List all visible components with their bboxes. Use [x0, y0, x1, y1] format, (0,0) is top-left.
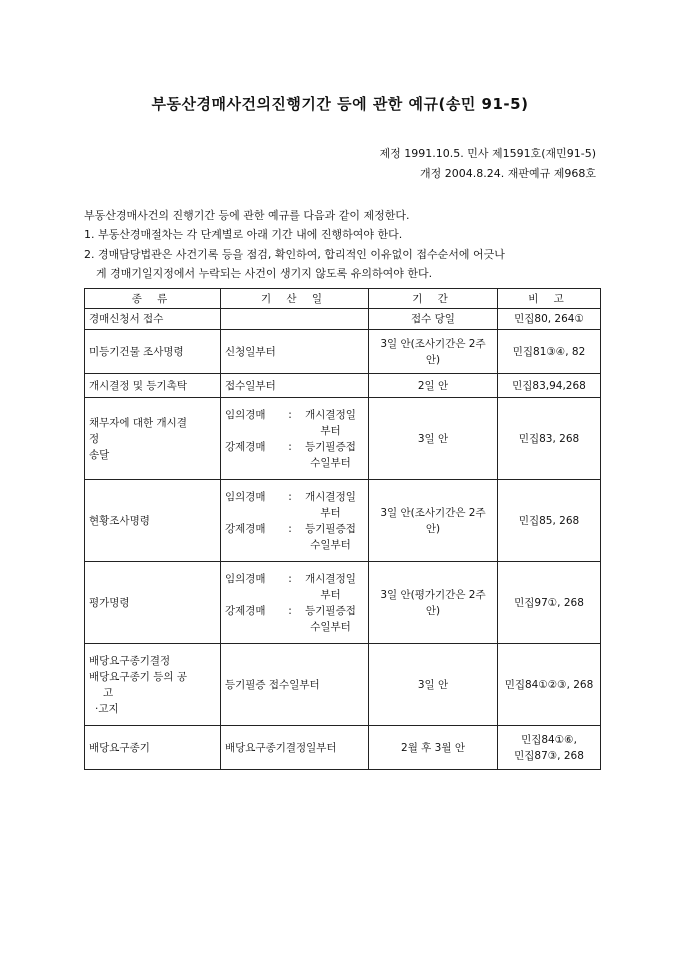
- cell-period: [369, 330, 498, 374]
- cell-period: [369, 374, 498, 398]
- cell-note: [498, 398, 601, 480]
- cell-text: 개시결정일: [305, 572, 356, 585]
- cell-period: [369, 726, 498, 770]
- cell-period: [369, 562, 498, 644]
- start-line: [225, 407, 364, 423]
- cell-text: 등기필증 접수일부터: [225, 678, 320, 691]
- start-line: [225, 439, 364, 455]
- cell-text: 등기필증접: [305, 604, 356, 617]
- cell-text: 임의경매: [225, 490, 266, 503]
- cell-note: [498, 726, 601, 770]
- start-line: [225, 587, 364, 603]
- cell-text: 수일부터: [310, 456, 351, 469]
- cell-text: 배당요구종기결정: [89, 654, 171, 667]
- cell-kind: [85, 480, 221, 562]
- cell-text: 민집87③, 268: [514, 749, 584, 762]
- table-row: [85, 330, 601, 374]
- cell-text: :: [288, 604, 292, 617]
- amendment-info: 개정 2004.8.24. 재판예규 제968호: [420, 167, 596, 180]
- cell-start: [221, 726, 369, 770]
- cell-text: 안): [425, 522, 441, 535]
- cell-text: 송달: [89, 448, 110, 461]
- cell-text: 수일부터: [310, 620, 351, 633]
- cell-text: :: [288, 408, 292, 421]
- cell-text: 미등기건물 조사명령: [89, 345, 184, 358]
- cell-text: 민집83, 268: [518, 432, 580, 445]
- cell-text: :: [288, 490, 292, 503]
- start-line: [225, 489, 364, 505]
- table-row: [85, 562, 601, 644]
- start-line: [225, 571, 364, 587]
- table-row: [85, 398, 601, 480]
- cell-start: [221, 374, 369, 398]
- cell-period: [369, 644, 498, 726]
- header-start: 기 산 일: [221, 289, 369, 309]
- enactment-info: 제정 1991.10.5. 민사 제1591호(재민91-5): [379, 147, 596, 160]
- table-row: [85, 726, 601, 770]
- cell-text: 민집80, 264①: [514, 313, 584, 325]
- cell-text: 3일 안(조사기간은 2주: [380, 506, 486, 519]
- clause-1: 1. 부동산경매절차는 각 단계별로 아래 기간 내에 진행하여야 한다.: [84, 228, 403, 241]
- header-kind: 종 류: [85, 289, 221, 309]
- cell-text: 민집97①, 268: [514, 596, 584, 609]
- cell-text: 2일 안: [417, 379, 449, 392]
- header-period: 기 간: [369, 289, 498, 309]
- cell-text: 고: [103, 686, 114, 699]
- cell-text: 개시결정일: [305, 408, 356, 421]
- cell-text: 등기필증접: [305, 440, 356, 453]
- cell-period: [369, 398, 498, 480]
- cell-text: 배당요구종기: [89, 741, 150, 754]
- cell-text: 강제경매: [225, 522, 266, 535]
- cell-text: 경매신청서 접수: [89, 313, 164, 325]
- cell-kind: [85, 330, 221, 374]
- cell-text: 채무자에 대한 개시결: [89, 416, 187, 429]
- start-line: [225, 521, 364, 537]
- cell-note: [498, 330, 601, 374]
- cell-period: [369, 309, 498, 330]
- cell-start: [221, 330, 369, 374]
- cell-note: [498, 562, 601, 644]
- cell-text: 민집83,94,268: [512, 379, 586, 392]
- cell-text: :: [288, 440, 292, 453]
- cell-text: 안): [425, 604, 441, 617]
- start-line: [225, 455, 364, 471]
- cell-start: [221, 480, 369, 562]
- cell-text: 민집84①⑥,: [521, 733, 577, 746]
- cell-text: 수일부터: [310, 538, 351, 551]
- start-line: [225, 603, 364, 619]
- cell-text: ·고지: [95, 702, 119, 715]
- cell-text: 등기필증접: [305, 522, 356, 535]
- cell-text: 2월 후 3월 안: [401, 741, 465, 754]
- cell-note: [498, 480, 601, 562]
- cell-text: 배당요구종기결정일부터: [225, 741, 337, 754]
- cell-kind: [85, 309, 221, 330]
- cell-start: [221, 562, 369, 644]
- cell-text: 임의경매: [225, 408, 266, 421]
- cell-text: 민집85, 268: [518, 514, 580, 527]
- cell-kind: [85, 374, 221, 398]
- cell-note: [498, 644, 601, 726]
- start-line: [225, 505, 364, 521]
- cell-text: 부터: [320, 506, 341, 519]
- page-title: 부동산경매사건의진행기간 등에 관한 예규(송민 91-5): [151, 95, 529, 113]
- cell-text: 정: [89, 432, 100, 445]
- cell-kind: [85, 644, 221, 726]
- cell-kind: [85, 398, 221, 480]
- cell-text: 신청일부터: [225, 345, 276, 358]
- cell-start: [221, 644, 369, 726]
- start-line: [225, 423, 364, 439]
- cell-text: 배당요구종기 등의 공: [89, 670, 187, 683]
- cell-text: 강제경매: [225, 440, 266, 453]
- cell-note: [498, 309, 601, 330]
- cell-text: 접수 당일: [411, 313, 455, 325]
- header-note: 비 고: [498, 289, 601, 309]
- clause-2-line-1: 2. 경매담당법관은 사건기록 등을 점검, 확인하여, 합리적인 이유없이 접수순서에 어긋나: [84, 248, 505, 261]
- cell-kind: [85, 562, 221, 644]
- cell-text: 접수일부터: [225, 379, 276, 392]
- cell-text: 안): [425, 353, 441, 366]
- cell-text: 부터: [320, 424, 341, 437]
- cell-text: 3일 안(평가기간은 2주: [380, 588, 486, 601]
- cell-text: 3일 안(조사기간은 2주: [380, 337, 486, 350]
- table-row: [85, 644, 601, 726]
- table-row: [85, 309, 601, 330]
- cell-text: 3일 안: [417, 678, 449, 691]
- cell-kind: [85, 726, 221, 770]
- cell-text: 민집81③④, 82: [512, 345, 586, 358]
- cell-start: [221, 398, 369, 480]
- schedule-table: [84, 288, 601, 770]
- table-header-row: [85, 289, 601, 309]
- cell-period: [369, 480, 498, 562]
- cell-start: [221, 309, 369, 330]
- start-line: [225, 537, 364, 553]
- table-row: [85, 480, 601, 562]
- cell-text: :: [288, 522, 292, 535]
- cell-text: 개시결정일: [305, 490, 356, 503]
- table-row: [85, 374, 601, 398]
- clause-2-line-2: 게 경매기일지정에서 누락되는 사건이 생기지 않도록 유의하여야 한다.: [96, 267, 433, 280]
- cell-text: 개시결정 및 등기촉탁: [89, 379, 187, 392]
- cell-text: 3일 안: [417, 432, 449, 445]
- cell-text: 민집84①②③, 268: [504, 678, 594, 691]
- cell-text: :: [288, 572, 292, 585]
- intro-text: 부동산경매사건의 진행기간 등에 관한 예규를 다음과 같이 제정한다.: [84, 209, 410, 222]
- cell-text: 강제경매: [225, 604, 266, 617]
- start-line: [225, 619, 364, 635]
- cell-text: 평가명령: [89, 596, 130, 609]
- cell-note: [498, 374, 601, 398]
- cell-text: 부터: [320, 588, 341, 601]
- clause-2: [84, 245, 604, 283]
- cell-text: 현황조사명령: [89, 514, 150, 527]
- cell-text: 임의경매: [225, 572, 266, 585]
